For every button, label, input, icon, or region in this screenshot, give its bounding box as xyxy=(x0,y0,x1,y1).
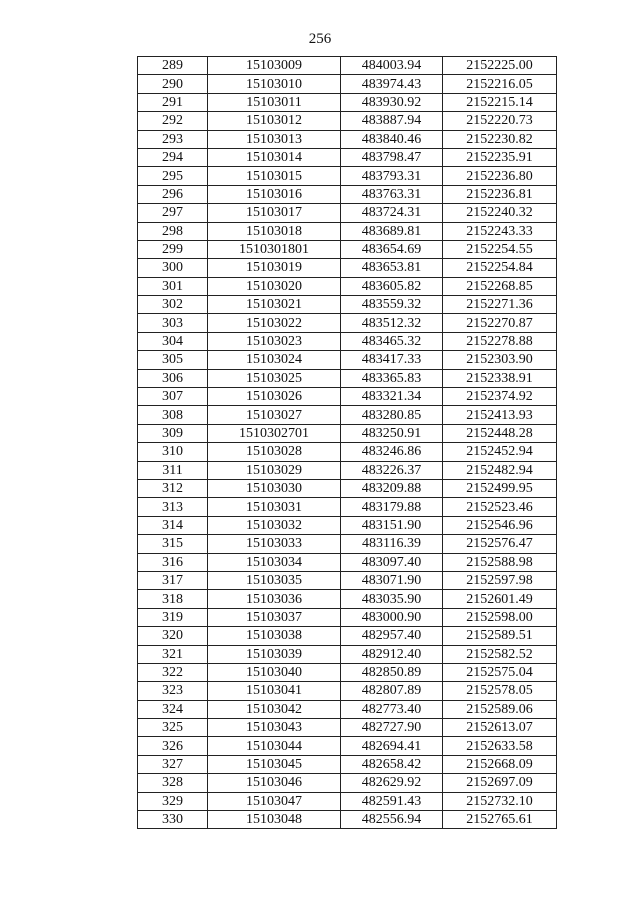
table-row xyxy=(138,277,557,295)
y-coordinate-cell: 2152499.95 xyxy=(443,479,557,497)
point-code-cell: 15103020 xyxy=(208,277,341,295)
y-coordinate-cell: 2152589.51 xyxy=(443,627,557,645)
y-coordinate-cell: 2152278.88 xyxy=(443,332,557,350)
point-number-cell: 296 xyxy=(138,185,208,203)
table-row xyxy=(138,167,557,185)
table-row xyxy=(138,755,557,773)
point-number-cell: 325 xyxy=(138,719,208,737)
point-number-cell: 311 xyxy=(138,461,208,479)
y-coordinate-cell: 2152523.46 xyxy=(443,498,557,516)
y-coordinate-cell: 2152613.07 xyxy=(443,719,557,737)
point-number-cell: 305 xyxy=(138,351,208,369)
table-body xyxy=(138,57,557,829)
point-number-cell: 327 xyxy=(138,755,208,773)
x-coordinate-cell: 483365.83 xyxy=(341,369,443,387)
y-coordinate-cell: 2152597.98 xyxy=(443,571,557,589)
x-coordinate-cell: 483724.31 xyxy=(341,204,443,222)
x-coordinate-cell: 482591.43 xyxy=(341,792,443,810)
point-code-cell: 15103037 xyxy=(208,608,341,626)
y-coordinate-cell: 2152220.73 xyxy=(443,112,557,130)
y-coordinate-cell: 2152230.82 xyxy=(443,130,557,148)
y-coordinate-cell: 2152225.00 xyxy=(443,57,557,75)
table-row xyxy=(138,645,557,663)
x-coordinate-cell: 483097.40 xyxy=(341,553,443,571)
table-row xyxy=(138,112,557,130)
point-code-cell: 15103039 xyxy=(208,645,341,663)
y-coordinate-cell: 2152240.32 xyxy=(443,204,557,222)
x-coordinate-cell: 483559.32 xyxy=(341,296,443,314)
table-row xyxy=(138,57,557,75)
point-code-cell: 15103038 xyxy=(208,627,341,645)
point-code-cell: 15103031 xyxy=(208,498,341,516)
x-coordinate-cell: 483116.39 xyxy=(341,535,443,553)
x-coordinate-cell: 483179.88 xyxy=(341,498,443,516)
point-code-cell: 15103043 xyxy=(208,719,341,737)
point-number-cell: 293 xyxy=(138,130,208,148)
table-row xyxy=(138,369,557,387)
table-row xyxy=(138,204,557,222)
y-coordinate-cell: 2152254.55 xyxy=(443,240,557,258)
point-code-cell: 15103028 xyxy=(208,443,341,461)
table-row xyxy=(138,719,557,737)
table-row xyxy=(138,571,557,589)
point-number-cell: 297 xyxy=(138,204,208,222)
point-number-cell: 299 xyxy=(138,240,208,258)
point-code-cell: 15103042 xyxy=(208,700,341,718)
point-number-cell: 289 xyxy=(138,57,208,75)
x-coordinate-cell: 483226.37 xyxy=(341,461,443,479)
table-row xyxy=(138,424,557,442)
point-code-cell: 15103040 xyxy=(208,663,341,681)
y-coordinate-cell: 2152697.09 xyxy=(443,774,557,792)
table-row xyxy=(138,388,557,406)
x-coordinate-cell: 483512.32 xyxy=(341,314,443,332)
point-number-cell: 307 xyxy=(138,388,208,406)
x-coordinate-cell: 484003.94 xyxy=(341,57,443,75)
table-row xyxy=(138,148,557,166)
point-number-cell: 294 xyxy=(138,148,208,166)
y-coordinate-cell: 2152338.91 xyxy=(443,369,557,387)
y-coordinate-cell: 2152215.14 xyxy=(443,93,557,111)
x-coordinate-cell: 483763.31 xyxy=(341,185,443,203)
point-code-cell: 15103030 xyxy=(208,479,341,497)
x-coordinate-cell: 483887.94 xyxy=(341,112,443,130)
point-code-cell: 15103026 xyxy=(208,388,341,406)
point-number-cell: 318 xyxy=(138,590,208,608)
x-coordinate-cell: 482694.41 xyxy=(341,737,443,755)
point-number-cell: 310 xyxy=(138,443,208,461)
point-code-cell: 15103009 xyxy=(208,57,341,75)
point-code-cell: 1510301801 xyxy=(208,240,341,258)
x-coordinate-cell: 482727.90 xyxy=(341,719,443,737)
table-row xyxy=(138,737,557,755)
x-coordinate-cell: 483209.88 xyxy=(341,479,443,497)
point-code-cell: 15103033 xyxy=(208,535,341,553)
y-coordinate-cell: 2152303.90 xyxy=(443,351,557,369)
point-number-cell: 320 xyxy=(138,627,208,645)
point-number-cell: 329 xyxy=(138,792,208,810)
x-coordinate-cell: 483465.32 xyxy=(341,332,443,350)
x-coordinate-cell: 483280.85 xyxy=(341,406,443,424)
y-coordinate-cell: 2152668.09 xyxy=(443,755,557,773)
x-coordinate-cell: 482807.89 xyxy=(341,682,443,700)
point-number-cell: 303 xyxy=(138,314,208,332)
table-row xyxy=(138,185,557,203)
point-number-cell: 315 xyxy=(138,535,208,553)
x-coordinate-cell: 482912.40 xyxy=(341,645,443,663)
point-code-cell: 15103047 xyxy=(208,792,341,810)
point-number-cell: 301 xyxy=(138,277,208,295)
table-row xyxy=(138,590,557,608)
y-coordinate-cell: 2152452.94 xyxy=(443,443,557,461)
point-code-cell: 15103023 xyxy=(208,332,341,350)
point-number-cell: 292 xyxy=(138,112,208,130)
y-coordinate-cell: 2152765.61 xyxy=(443,811,557,829)
table-row xyxy=(138,332,557,350)
y-coordinate-cell: 2152588.98 xyxy=(443,553,557,571)
point-code-cell: 15103027 xyxy=(208,406,341,424)
point-number-cell: 328 xyxy=(138,774,208,792)
x-coordinate-cell: 483605.82 xyxy=(341,277,443,295)
y-coordinate-cell: 2152236.80 xyxy=(443,167,557,185)
point-code-cell: 15103017 xyxy=(208,204,341,222)
point-number-cell: 308 xyxy=(138,406,208,424)
x-coordinate-cell: 482957.40 xyxy=(341,627,443,645)
y-coordinate-cell: 2152546.96 xyxy=(443,516,557,534)
table-row xyxy=(138,811,557,829)
table-row xyxy=(138,774,557,792)
x-coordinate-cell: 483798.47 xyxy=(341,148,443,166)
point-number-cell: 302 xyxy=(138,296,208,314)
table-row xyxy=(138,792,557,810)
point-number-cell: 323 xyxy=(138,682,208,700)
point-number-cell: 306 xyxy=(138,369,208,387)
y-coordinate-cell: 2152482.94 xyxy=(443,461,557,479)
point-number-cell: 314 xyxy=(138,516,208,534)
x-coordinate-cell: 483654.69 xyxy=(341,240,443,258)
table-row xyxy=(138,240,557,258)
x-coordinate-cell: 482556.94 xyxy=(341,811,443,829)
point-number-cell: 321 xyxy=(138,645,208,663)
x-coordinate-cell: 483321.34 xyxy=(341,388,443,406)
y-coordinate-cell: 2152448.28 xyxy=(443,424,557,442)
point-number-cell: 291 xyxy=(138,93,208,111)
y-coordinate-cell: 2152633.58 xyxy=(443,737,557,755)
point-code-cell: 15103036 xyxy=(208,590,341,608)
point-code-cell: 15103029 xyxy=(208,461,341,479)
point-number-cell: 290 xyxy=(138,75,208,93)
point-number-cell: 326 xyxy=(138,737,208,755)
y-coordinate-cell: 2152598.00 xyxy=(443,608,557,626)
y-coordinate-cell: 2152582.52 xyxy=(443,645,557,663)
point-code-cell: 15103025 xyxy=(208,369,341,387)
y-coordinate-cell: 2152271.36 xyxy=(443,296,557,314)
point-number-cell: 316 xyxy=(138,553,208,571)
point-code-cell: 15103046 xyxy=(208,774,341,792)
y-coordinate-cell: 2152589.06 xyxy=(443,700,557,718)
point-code-cell: 15103010 xyxy=(208,75,341,93)
x-coordinate-cell: 483000.90 xyxy=(341,608,443,626)
table-row xyxy=(138,75,557,93)
x-coordinate-cell: 483071.90 xyxy=(341,571,443,589)
y-coordinate-cell: 2152254.84 xyxy=(443,259,557,277)
point-code-cell: 15103016 xyxy=(208,185,341,203)
point-code-cell: 15103021 xyxy=(208,296,341,314)
point-number-cell: 313 xyxy=(138,498,208,516)
table-row xyxy=(138,222,557,240)
y-coordinate-cell: 2152578.05 xyxy=(443,682,557,700)
table-row xyxy=(138,443,557,461)
point-code-cell: 15103022 xyxy=(208,314,341,332)
x-coordinate-cell: 482773.40 xyxy=(341,700,443,718)
point-code-cell: 15103014 xyxy=(208,148,341,166)
table-row xyxy=(138,351,557,369)
point-number-cell: 319 xyxy=(138,608,208,626)
table-row xyxy=(138,406,557,424)
x-coordinate-cell: 483840.46 xyxy=(341,130,443,148)
table-row xyxy=(138,93,557,111)
point-code-cell: 15103018 xyxy=(208,222,341,240)
y-coordinate-cell: 2152732.10 xyxy=(443,792,557,810)
point-number-cell: 317 xyxy=(138,571,208,589)
y-coordinate-cell: 2152236.81 xyxy=(443,185,557,203)
point-code-cell: 15103019 xyxy=(208,259,341,277)
page-number: 256 xyxy=(308,31,332,47)
point-number-cell: 304 xyxy=(138,332,208,350)
table-row xyxy=(138,627,557,645)
point-number-cell: 309 xyxy=(138,424,208,442)
point-code-cell: 15103035 xyxy=(208,571,341,589)
point-number-cell: 330 xyxy=(138,811,208,829)
y-coordinate-cell: 2152216.05 xyxy=(443,75,557,93)
point-code-cell: 1510302701 xyxy=(208,424,341,442)
point-number-cell: 295 xyxy=(138,167,208,185)
x-coordinate-cell: 483250.91 xyxy=(341,424,443,442)
point-code-cell: 15103011 xyxy=(208,93,341,111)
x-coordinate-cell: 483653.81 xyxy=(341,259,443,277)
table-row xyxy=(138,461,557,479)
y-coordinate-cell: 2152243.33 xyxy=(443,222,557,240)
table-row xyxy=(138,479,557,497)
x-coordinate-cell: 483974.43 xyxy=(341,75,443,93)
table-row xyxy=(138,535,557,553)
table-row xyxy=(138,296,557,314)
table-row xyxy=(138,553,557,571)
y-coordinate-cell: 2152374.92 xyxy=(443,388,557,406)
point-number-cell: 298 xyxy=(138,222,208,240)
point-code-cell: 15103032 xyxy=(208,516,341,534)
point-code-cell: 15103012 xyxy=(208,112,341,130)
point-code-cell: 15103013 xyxy=(208,130,341,148)
point-code-cell: 15103024 xyxy=(208,351,341,369)
y-coordinate-cell: 2152601.49 xyxy=(443,590,557,608)
point-code-cell: 15103045 xyxy=(208,755,341,773)
coordinate-table xyxy=(137,56,557,829)
table-row xyxy=(138,608,557,626)
point-code-cell: 15103041 xyxy=(208,682,341,700)
x-coordinate-cell: 482658.42 xyxy=(341,755,443,773)
point-number-cell: 312 xyxy=(138,479,208,497)
y-coordinate-cell: 2152576.47 xyxy=(443,535,557,553)
y-coordinate-cell: 2152413.93 xyxy=(443,406,557,424)
y-coordinate-cell: 2152270.87 xyxy=(443,314,557,332)
y-coordinate-cell: 2152575.04 xyxy=(443,663,557,681)
x-coordinate-cell: 483035.90 xyxy=(341,590,443,608)
table-row xyxy=(138,663,557,681)
table-row xyxy=(138,259,557,277)
table-row xyxy=(138,130,557,148)
x-coordinate-cell: 483930.92 xyxy=(341,93,443,111)
x-coordinate-cell: 483246.86 xyxy=(341,443,443,461)
y-coordinate-cell: 2152268.85 xyxy=(443,277,557,295)
x-coordinate-cell: 483689.81 xyxy=(341,222,443,240)
table-row xyxy=(138,314,557,332)
x-coordinate-cell: 482629.92 xyxy=(341,774,443,792)
table-row xyxy=(138,700,557,718)
table-row xyxy=(138,516,557,534)
point-number-cell: 322 xyxy=(138,663,208,681)
x-coordinate-cell: 483793.31 xyxy=(341,167,443,185)
point-code-cell: 15103044 xyxy=(208,737,341,755)
point-number-cell: 300 xyxy=(138,259,208,277)
table-row xyxy=(138,682,557,700)
x-coordinate-cell: 483417.33 xyxy=(341,351,443,369)
x-coordinate-cell: 482850.89 xyxy=(341,663,443,681)
x-coordinate-cell: 483151.90 xyxy=(341,516,443,534)
point-code-cell: 15103015 xyxy=(208,167,341,185)
point-code-cell: 15103034 xyxy=(208,553,341,571)
point-number-cell: 324 xyxy=(138,700,208,718)
y-coordinate-cell: 2152235.91 xyxy=(443,148,557,166)
point-code-cell: 15103048 xyxy=(208,811,341,829)
table-row xyxy=(138,498,557,516)
